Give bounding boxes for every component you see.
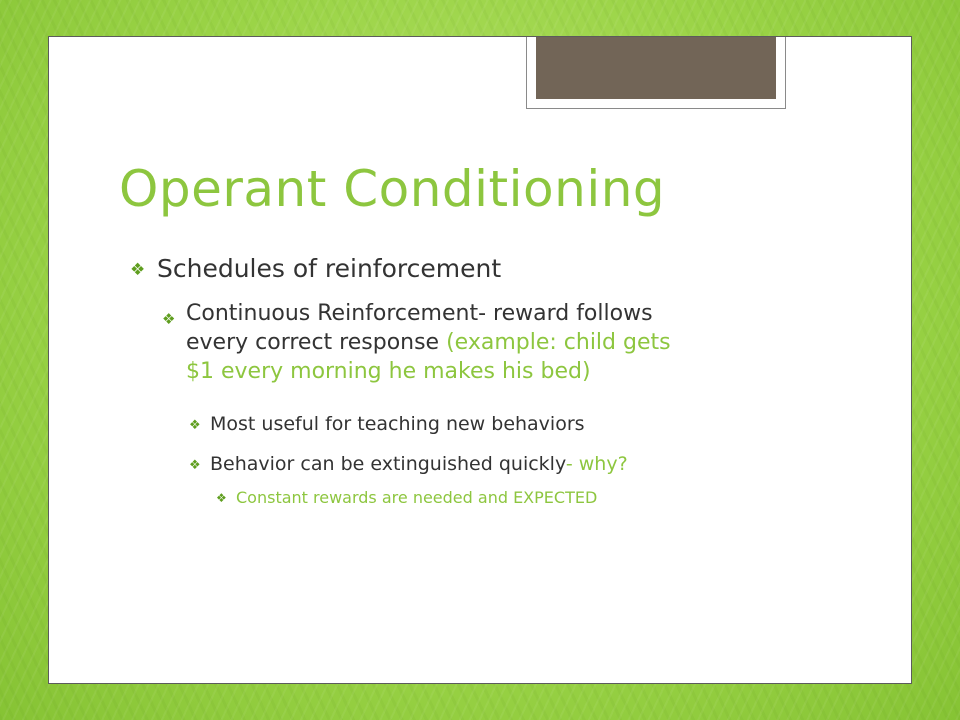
bullet-line: [186, 299, 671, 328]
bullet-text-block: [210, 453, 628, 475]
bullet-line: [186, 328, 671, 357]
bullet-text: Schedules of reinforcement: [157, 254, 502, 283]
bullet-icon: ❖: [162, 310, 176, 328]
title-tab-frame: [526, 37, 786, 109]
bullet-level1: [130, 254, 501, 283]
bullet-line-accent: $1 every morning he makes his bed): [186, 359, 591, 384]
title-tab-block: [536, 37, 776, 99]
bullet-line: [186, 357, 671, 386]
bullet-icon: ❖: [189, 458, 201, 473]
slide-title: Operant Conditioning: [119, 160, 666, 218]
bullet-accent: - why?: [565, 453, 628, 475]
bullet-text: Behavior can be extinguished quickly: [210, 453, 566, 475]
bullet-icon: ❖: [216, 491, 227, 505]
bullet-line-text: every correct response: [186, 330, 447, 355]
bullet-level3: [189, 453, 628, 475]
bullet-icon: ❖: [189, 418, 201, 433]
bullet-text: Constant rewards are needed and EXPECTED: [236, 488, 598, 507]
bullet-line-accent: (example: child gets: [446, 330, 671, 355]
bullet-level3: [189, 413, 585, 435]
bullet-line-text: Continuous Reinforcement- reward follows: [186, 301, 653, 326]
bullet-text: Most useful for teaching new behaviors: [210, 413, 585, 435]
bullet-level2: [162, 299, 671, 386]
bullet-text-block: [186, 299, 671, 386]
bullet-level4: [216, 488, 597, 507]
bullet-icon: ❖: [130, 260, 146, 280]
